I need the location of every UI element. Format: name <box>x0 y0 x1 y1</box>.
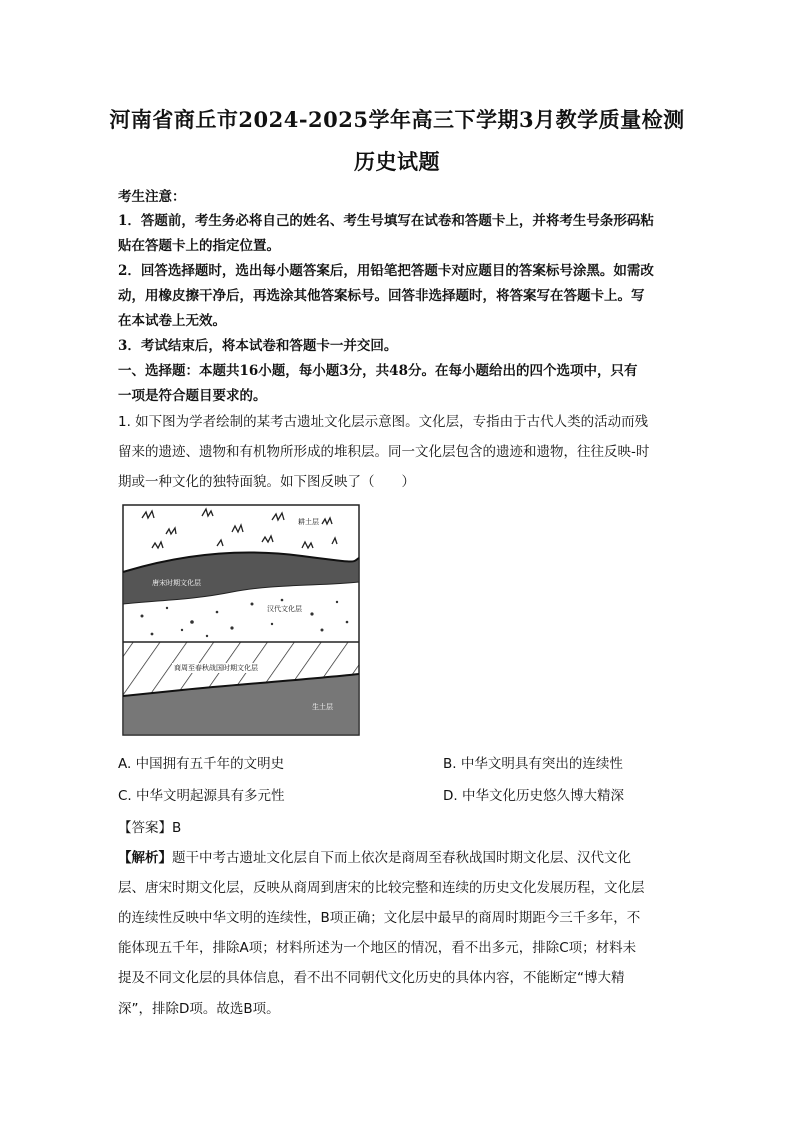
analysis-line-4: 能体现五千年，排除A项；材料所述为一个地区的情况，看不出多元，排除C项；材料未 <box>118 940 637 956</box>
notice-heading: 考生注意： <box>118 189 186 205</box>
analysis-paragraph <box>118 846 678 866</box>
notice-item-2-cont: 动，用橡皮擦干净后，再选涂其他答案标号。回答非选择题时，将答案写在答题卡上。写 <box>118 288 645 304</box>
label-han: 汉代文化层 <box>267 605 302 613</box>
label-topsoil: 耕土层 <box>298 518 319 526</box>
notice-item-3: 3．考试结束后，将本试卷和答题卡一并交回。 <box>118 338 398 354</box>
option-c[interactable]: C. 中华文明起源具有多元性 <box>118 788 285 804</box>
option-a[interactable]: A. 中国拥有五千年的文明史 <box>118 756 285 772</box>
label-tang-song: 唐宋时期文化层 <box>152 579 201 587</box>
notice-item-2-cont2: 在本试卷上无效。 <box>118 313 226 329</box>
section-heading-cont: 一项是符合题目要求的。 <box>118 388 267 404</box>
section-heading: 一、选择题：本题共16小题，每小题3分，共48分。在每小题给出的四个选项中，只有 <box>118 363 638 379</box>
document-subtitle: 历史试题 <box>354 149 440 174</box>
answer: 【答案】B <box>118 820 182 836</box>
analysis-line-1: 题干中考古遗址文化层自下而上依次是商周至春秋战国时期文化层、汉代文化 <box>172 850 631 866</box>
question-stem-cont: 留来的遗迹、遗物和有机物所形成的堆积层。同一文化层包含的遗迹和遗物，往往反映-时 <box>118 444 650 460</box>
notice-item-2: 2．回答选择题时，选出每小题答案后，用铅笔把答题卡对应题目的答案标号涂黑。如需改 <box>118 263 654 279</box>
analysis-line-6: 深”，排除D项。故选B项。 <box>118 1001 280 1017</box>
question-stem-cont2: 期或一种文化的独特面貌。如下图反映了（ ） <box>118 474 415 490</box>
analysis-line-2: 层、唐宋时期文化层，反映从商周到唐宋的比较完整和连续的历史文化发展历程，文化层 <box>118 880 645 896</box>
label-raw-soil: 生土层 <box>312 703 333 711</box>
question-stem: 1. 如下图为学者绘制的某考古遗址文化层示意图。文化层，专指由于古代人类的活动而残 <box>118 414 649 430</box>
notice-item-1: 1．答题前，考生务必将自己的姓名、考生号填写在试卷和答题卡上，并将考生号条形码粘 <box>118 213 654 229</box>
document-title: 河南省商丘市2024-2025学年高三下学期3月教学质量检测 <box>109 107 685 132</box>
notice-item-1-cont: 贴在答题卡上的指定位置。 <box>118 238 280 254</box>
option-b[interactable]: B. 中华文明具有突出的连续性 <box>443 756 623 772</box>
analysis-label: 【解析】 <box>118 850 172 866</box>
analysis-line-5: 提及不同文化层的具体信息，看不出不同朝代文化历史的具体内容，不能断定“博大精 <box>118 970 625 986</box>
option-d[interactable]: D. 中华文化历史悠久博大精深 <box>443 788 624 804</box>
label-shang-zhou: 商周至春秋战国时期文化层 <box>174 664 258 672</box>
diagram-labels <box>122 504 360 736</box>
analysis-line-3: 的连续性反映中华文明的连续性，B项正确；文化层中最早的商周时期距今三千多年，不 <box>118 910 641 926</box>
